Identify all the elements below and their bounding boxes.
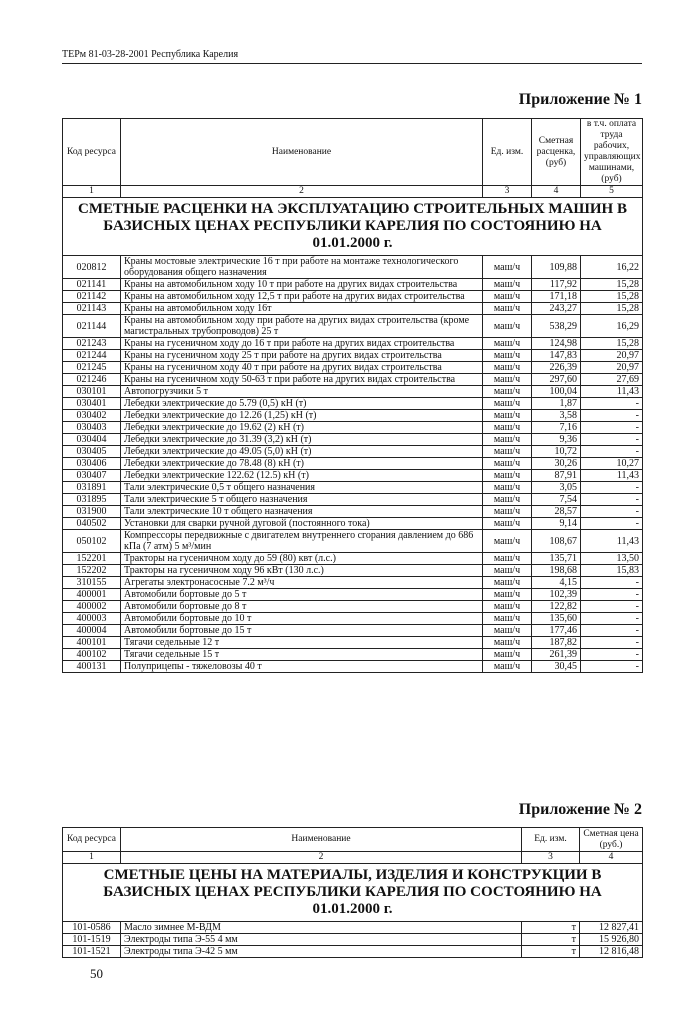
cell-price: 177,46 [532, 625, 581, 637]
cell-price: 187,82 [532, 637, 581, 649]
cell-price: 30,26 [532, 458, 581, 470]
cell-wage: - [581, 661, 643, 673]
cell-code: 101-1519 [63, 934, 121, 946]
cell-price: 1,87 [532, 398, 581, 410]
cell-code: 400102 [63, 649, 121, 661]
column-header-price: Сметная цена (руб.) [580, 828, 643, 852]
column-header-name: Наименование [121, 119, 483, 186]
column-number: 4 [532, 186, 581, 198]
cell-name: Краны на автомобильном ходу 10 т при работе на других видах строительства [121, 279, 483, 291]
column-number: 2 [121, 852, 522, 864]
cell-wage: 11,43 [581, 386, 643, 398]
cell-unit: маш/ч [483, 494, 532, 506]
cell-code: 031900 [63, 506, 121, 518]
cell-unit: маш/ч [483, 577, 532, 589]
cell-wage: - [581, 482, 643, 494]
cell-wage: - [581, 434, 643, 446]
cell-unit: маш/ч [483, 398, 532, 410]
cell-price: 198,68 [532, 565, 581, 577]
table-row [63, 661, 643, 673]
cell-code: 101-1521 [63, 946, 121, 958]
cell-code: 021244 [63, 350, 121, 362]
cell-code: 030402 [63, 410, 121, 422]
cell-name: Электроды типа Э-42 5 мм [121, 946, 522, 958]
cell-unit: маш/ч [483, 256, 532, 279]
cell-name: Агрегаты электронасосные 7.2 м³/ч [121, 577, 483, 589]
cell-wage: 16,22 [581, 256, 643, 279]
cell-code: 030407 [63, 470, 121, 482]
cell-name: Краны на автомобильном ходу при работе на других видах строительства (кроме магистральных трубопроводов) 25 т [121, 315, 483, 338]
cell-price: 171,18 [532, 291, 581, 303]
cell-code: 400101 [63, 637, 121, 649]
cell-price: 135,71 [532, 553, 581, 565]
cell-code: 030404 [63, 434, 121, 446]
cell-price: 30,45 [532, 661, 581, 673]
cell-unit: маш/ч [483, 649, 532, 661]
appendix-1-table [62, 118, 643, 673]
cell-unit: т [522, 946, 580, 958]
cell-name: Установки для сварки ручной дуговой (постоянного тока) [121, 518, 483, 530]
cell-price: 243,27 [532, 303, 581, 315]
table-row [63, 291, 643, 303]
cell-price: 9,14 [532, 518, 581, 530]
cell-unit: маш/ч [483, 350, 532, 362]
cell-wage: 11,43 [581, 530, 643, 553]
table-row [63, 601, 643, 613]
cell-code: 030401 [63, 398, 121, 410]
column-number: 3 [483, 186, 532, 198]
cell-price: 226,39 [532, 362, 581, 374]
column-header-price: Сметная расценка, (руб) [532, 119, 581, 186]
cell-unit: маш/ч [483, 518, 532, 530]
cell-code: 020812 [63, 256, 121, 279]
cell-unit: маш/ч [483, 613, 532, 625]
column-number-row [63, 852, 643, 864]
cell-code: 021142 [63, 291, 121, 303]
cell-unit: маш/ч [483, 482, 532, 494]
cell-name: Компрессоры передвижные с двигателем внутреннего сгорания давлением до 686 кПа (7 атм) 5 м³/мин [121, 530, 483, 553]
cell-name: Тали электрические 0,5 т общего назначения [121, 482, 483, 494]
cell-name: Полуприцепы - тяжеловозы 40 т [121, 661, 483, 673]
table-row [63, 494, 643, 506]
cell-price: 3,58 [532, 410, 581, 422]
cell-name: Краны на автомобильном ходу 16т [121, 303, 483, 315]
cell-name: Автомобили бортовые до 8 т [121, 601, 483, 613]
table-row [63, 649, 643, 661]
cell-wage: - [581, 577, 643, 589]
cell-name: Автомобили бортовые до 5 т [121, 589, 483, 601]
table-row [63, 315, 643, 338]
cell-price: 12 827,41 [580, 922, 643, 934]
cell-code: 021144 [63, 315, 121, 338]
cell-price: 538,29 [532, 315, 581, 338]
cell-code: 400003 [63, 613, 121, 625]
running-header: ТЕРм 81-03-28-2001 Республика Карелия [62, 49, 239, 60]
cell-code: 400002 [63, 601, 121, 613]
cell-unit: маш/ч [483, 362, 532, 374]
table-row [63, 577, 643, 589]
cell-price: 297,60 [532, 374, 581, 386]
table-row [63, 530, 643, 553]
table-row [63, 434, 643, 446]
cell-name: Тракторы на гусеничном ходу 96 кВт (130 л.с.) [121, 565, 483, 577]
cell-unit: маш/ч [483, 506, 532, 518]
table-row [63, 565, 643, 577]
cell-wage: - [581, 589, 643, 601]
table-header-row [63, 828, 643, 852]
table-row [63, 613, 643, 625]
table-row [63, 446, 643, 458]
cell-wage: - [581, 637, 643, 649]
table-row [63, 386, 643, 398]
cell-price: 135,60 [532, 613, 581, 625]
cell-unit: маш/ч [483, 661, 532, 673]
cell-wage: 15,28 [581, 338, 643, 350]
cell-price: 15 926,80 [580, 934, 643, 946]
column-number: 5 [581, 186, 643, 198]
table-row [63, 256, 643, 279]
cell-code: 400131 [63, 661, 121, 673]
cell-unit: маш/ч [483, 410, 532, 422]
cell-name: Автомобили бортовые до 10 т [121, 613, 483, 625]
table-row [63, 338, 643, 350]
cell-code: 031891 [63, 482, 121, 494]
cell-unit: т [522, 934, 580, 946]
table-row [63, 482, 643, 494]
table-row [63, 470, 643, 482]
cell-unit: маш/ч [483, 458, 532, 470]
cell-name: Лебедки электрические 122.62 (12.5) кН (т) [121, 470, 483, 482]
table-row [63, 922, 643, 934]
cell-name: Краны на автомобильном ходу 12,5 т при работе на других видах строительства [121, 291, 483, 303]
table-header-row [63, 119, 643, 186]
cell-name: Автомобили бортовые до 15 т [121, 625, 483, 637]
header-rule [62, 63, 642, 64]
cell-price: 122,82 [532, 601, 581, 613]
appendix-2-table [62, 827, 643, 958]
cell-name: Лебедки электрические до 12.26 (1,25) кН (т) [121, 410, 483, 422]
cell-wage: 10,27 [581, 458, 643, 470]
cell-wage: 15,28 [581, 279, 643, 291]
cell-unit: маш/ч [483, 303, 532, 315]
column-number: 4 [580, 852, 643, 864]
cell-code: 021246 [63, 374, 121, 386]
table-row [63, 946, 643, 958]
cell-price: 7,16 [532, 422, 581, 434]
appendix-2-title: Приложение № 2 [518, 801, 642, 818]
table-row [63, 279, 643, 291]
cell-name: Лебедки электрические до 19.62 (2) кН (т) [121, 422, 483, 434]
cell-name: Тягачи седельные 15 т [121, 649, 483, 661]
cell-unit: маш/ч [483, 530, 532, 553]
cell-price: 261,39 [532, 649, 581, 661]
cell-wage: - [581, 649, 643, 661]
cell-unit: маш/ч [483, 422, 532, 434]
table-row [63, 506, 643, 518]
cell-unit: маш/ч [483, 338, 532, 350]
table-row [63, 374, 643, 386]
cell-unit: маш/ч [483, 374, 532, 386]
section-title: СМЕТНЫЕ ЦЕНЫ НА МАТЕРИАЛЫ, ИЗДЕЛИЯ И КОНСТРУКЦИИ В БАЗИСНЫХ ЦЕНАХ РЕСПУБЛИКИ КАРЕЛИЯ ПО СОСТОЯНИЮ НА 01.01.2000 г. [63, 864, 643, 922]
table-row [63, 637, 643, 649]
cell-code: 030406 [63, 458, 121, 470]
cell-unit: маш/ч [483, 291, 532, 303]
cell-unit: маш/ч [483, 553, 532, 565]
cell-price: 7,54 [532, 494, 581, 506]
cell-name: Краны на гусеничном ходу до 16 т при работе на других видах строительства [121, 338, 483, 350]
table-row [63, 350, 643, 362]
cell-unit: маш/ч [483, 446, 532, 458]
cell-code: 030101 [63, 386, 121, 398]
cell-unit: маш/ч [483, 434, 532, 446]
cell-wage: 13,50 [581, 553, 643, 565]
cell-name: Лебедки электрические до 78.48 (8) кН (т) [121, 458, 483, 470]
cell-wage: - [581, 410, 643, 422]
cell-price: 117,92 [532, 279, 581, 291]
cell-code: 400004 [63, 625, 121, 637]
table-row [63, 398, 643, 410]
cell-wage: - [581, 625, 643, 637]
cell-price: 3,05 [532, 482, 581, 494]
cell-name: Автопогрузчики 5 т [121, 386, 483, 398]
table-row [63, 303, 643, 315]
cell-name: Тали электрические 5 т общего назначения [121, 494, 483, 506]
cell-code: 031895 [63, 494, 121, 506]
cell-price: 10,72 [532, 446, 581, 458]
cell-unit: маш/ч [483, 589, 532, 601]
cell-unit: маш/ч [483, 470, 532, 482]
appendix-1-title: Приложение № 1 [518, 91, 642, 108]
cell-wage: 11,43 [581, 470, 643, 482]
cell-code: 021243 [63, 338, 121, 350]
column-header-unit: Ед. изм. [522, 828, 580, 852]
cell-name: Тракторы на гусеничном ходу до 59 (80) квт (л.с.) [121, 553, 483, 565]
section-title: СМЕТНЫЕ РАСЦЕНКИ НА ЭКСПЛУАТАЦИЮ СТРОИТЕЛЬНЫХ МАШИН В БАЗИСНЫХ ЦЕНАХ РЕСПУБЛИКИ КАРЕЛИЯ ПО СОСТОЯНИЮ НА 01.01.2000 г. [63, 198, 643, 256]
table-row [63, 422, 643, 434]
cell-name: Электроды типа Э-55 4 мм [121, 934, 522, 946]
cell-wage: 16,29 [581, 315, 643, 338]
cell-name: Тягачи седельные 12 т [121, 637, 483, 649]
cell-name: Лебедки электрические до 31.39 (3,2) кН (т) [121, 434, 483, 446]
cell-code: 152202 [63, 565, 121, 577]
table-row [63, 410, 643, 422]
table-row [63, 934, 643, 946]
column-number-row [63, 186, 643, 198]
cell-wage: 20,97 [581, 362, 643, 374]
cell-code: 030405 [63, 446, 121, 458]
section-title-row [63, 864, 643, 922]
cell-wage: 27,69 [581, 374, 643, 386]
cell-price: 28,57 [532, 506, 581, 518]
cell-wage: - [581, 613, 643, 625]
cell-name: Краны на гусеничном ходу 25 т при работе на других видах строительства [121, 350, 483, 362]
table-row [63, 553, 643, 565]
cell-code: 400001 [63, 589, 121, 601]
cell-price: 87,91 [532, 470, 581, 482]
cell-code: 021245 [63, 362, 121, 374]
cell-code: 021141 [63, 279, 121, 291]
cell-name: Краны на гусеничном ходу 40 т при работе на других видах строительства [121, 362, 483, 374]
cell-wage: - [581, 518, 643, 530]
cell-unit: маш/ч [483, 279, 532, 291]
cell-unit: маш/ч [483, 601, 532, 613]
table-row [63, 518, 643, 530]
cell-wage: - [581, 422, 643, 434]
cell-price: 109,88 [532, 256, 581, 279]
cell-code: 040502 [63, 518, 121, 530]
cell-name: Краны мостовые электрические 16 т при работе на монтаже технологического оборудования общего назначения [121, 256, 483, 279]
section-title-row [63, 198, 643, 256]
table-row [63, 458, 643, 470]
cell-wage: - [581, 398, 643, 410]
column-header-code: Код ресурса [63, 828, 121, 852]
cell-price: 147,83 [532, 350, 581, 362]
cell-unit: маш/ч [483, 315, 532, 338]
cell-code: 021143 [63, 303, 121, 315]
cell-price: 4,15 [532, 577, 581, 589]
cell-wage: 15,28 [581, 291, 643, 303]
cell-price: 108,67 [532, 530, 581, 553]
table-row [63, 362, 643, 374]
cell-name: Масло зимнее М-ВДМ [121, 922, 522, 934]
cell-unit: маш/ч [483, 625, 532, 637]
cell-name: Краны на гусеничном ходу 50-63 т при работе на других видах строительства [121, 374, 483, 386]
cell-code: 050102 [63, 530, 121, 553]
column-header-code: Код ресурса [63, 119, 121, 186]
column-number: 2 [121, 186, 483, 198]
table-row [63, 589, 643, 601]
cell-unit: т [522, 922, 580, 934]
cell-unit: маш/ч [483, 637, 532, 649]
cell-name: Тали электрические 10 т общего назначения [121, 506, 483, 518]
column-number: 3 [522, 852, 580, 864]
column-header-name: Наименование [121, 828, 522, 852]
cell-name: Лебедки электрические до 5.79 (0,5) кН (т) [121, 398, 483, 410]
page-number: 50 [90, 966, 103, 981]
table-row [63, 625, 643, 637]
cell-wage: - [581, 506, 643, 518]
cell-code: 030403 [63, 422, 121, 434]
cell-price: 12 816,48 [580, 946, 643, 958]
cell-wage: - [581, 446, 643, 458]
cell-code: 152201 [63, 553, 121, 565]
cell-code: 101-0586 [63, 922, 121, 934]
cell-wage: - [581, 601, 643, 613]
cell-unit: маш/ч [483, 565, 532, 577]
cell-unit: маш/ч [483, 386, 532, 398]
cell-wage: 20,97 [581, 350, 643, 362]
cell-price: 102,39 [532, 589, 581, 601]
cell-price: 100,04 [532, 386, 581, 398]
column-number: 1 [63, 186, 121, 198]
column-header-unit: Ед. изм. [483, 119, 532, 186]
cell-name: Лебедки электрические до 49.05 (5,0) кН (т) [121, 446, 483, 458]
cell-wage: 15,83 [581, 565, 643, 577]
cell-wage: 15,28 [581, 303, 643, 315]
cell-wage: - [581, 494, 643, 506]
cell-code: 310155 [63, 577, 121, 589]
cell-price: 124,98 [532, 338, 581, 350]
cell-price: 9,36 [532, 434, 581, 446]
column-header-wage: в т.ч. оплата труда рабочих, управляющих машинами, (руб) [581, 119, 643, 186]
column-number: 1 [63, 852, 121, 864]
